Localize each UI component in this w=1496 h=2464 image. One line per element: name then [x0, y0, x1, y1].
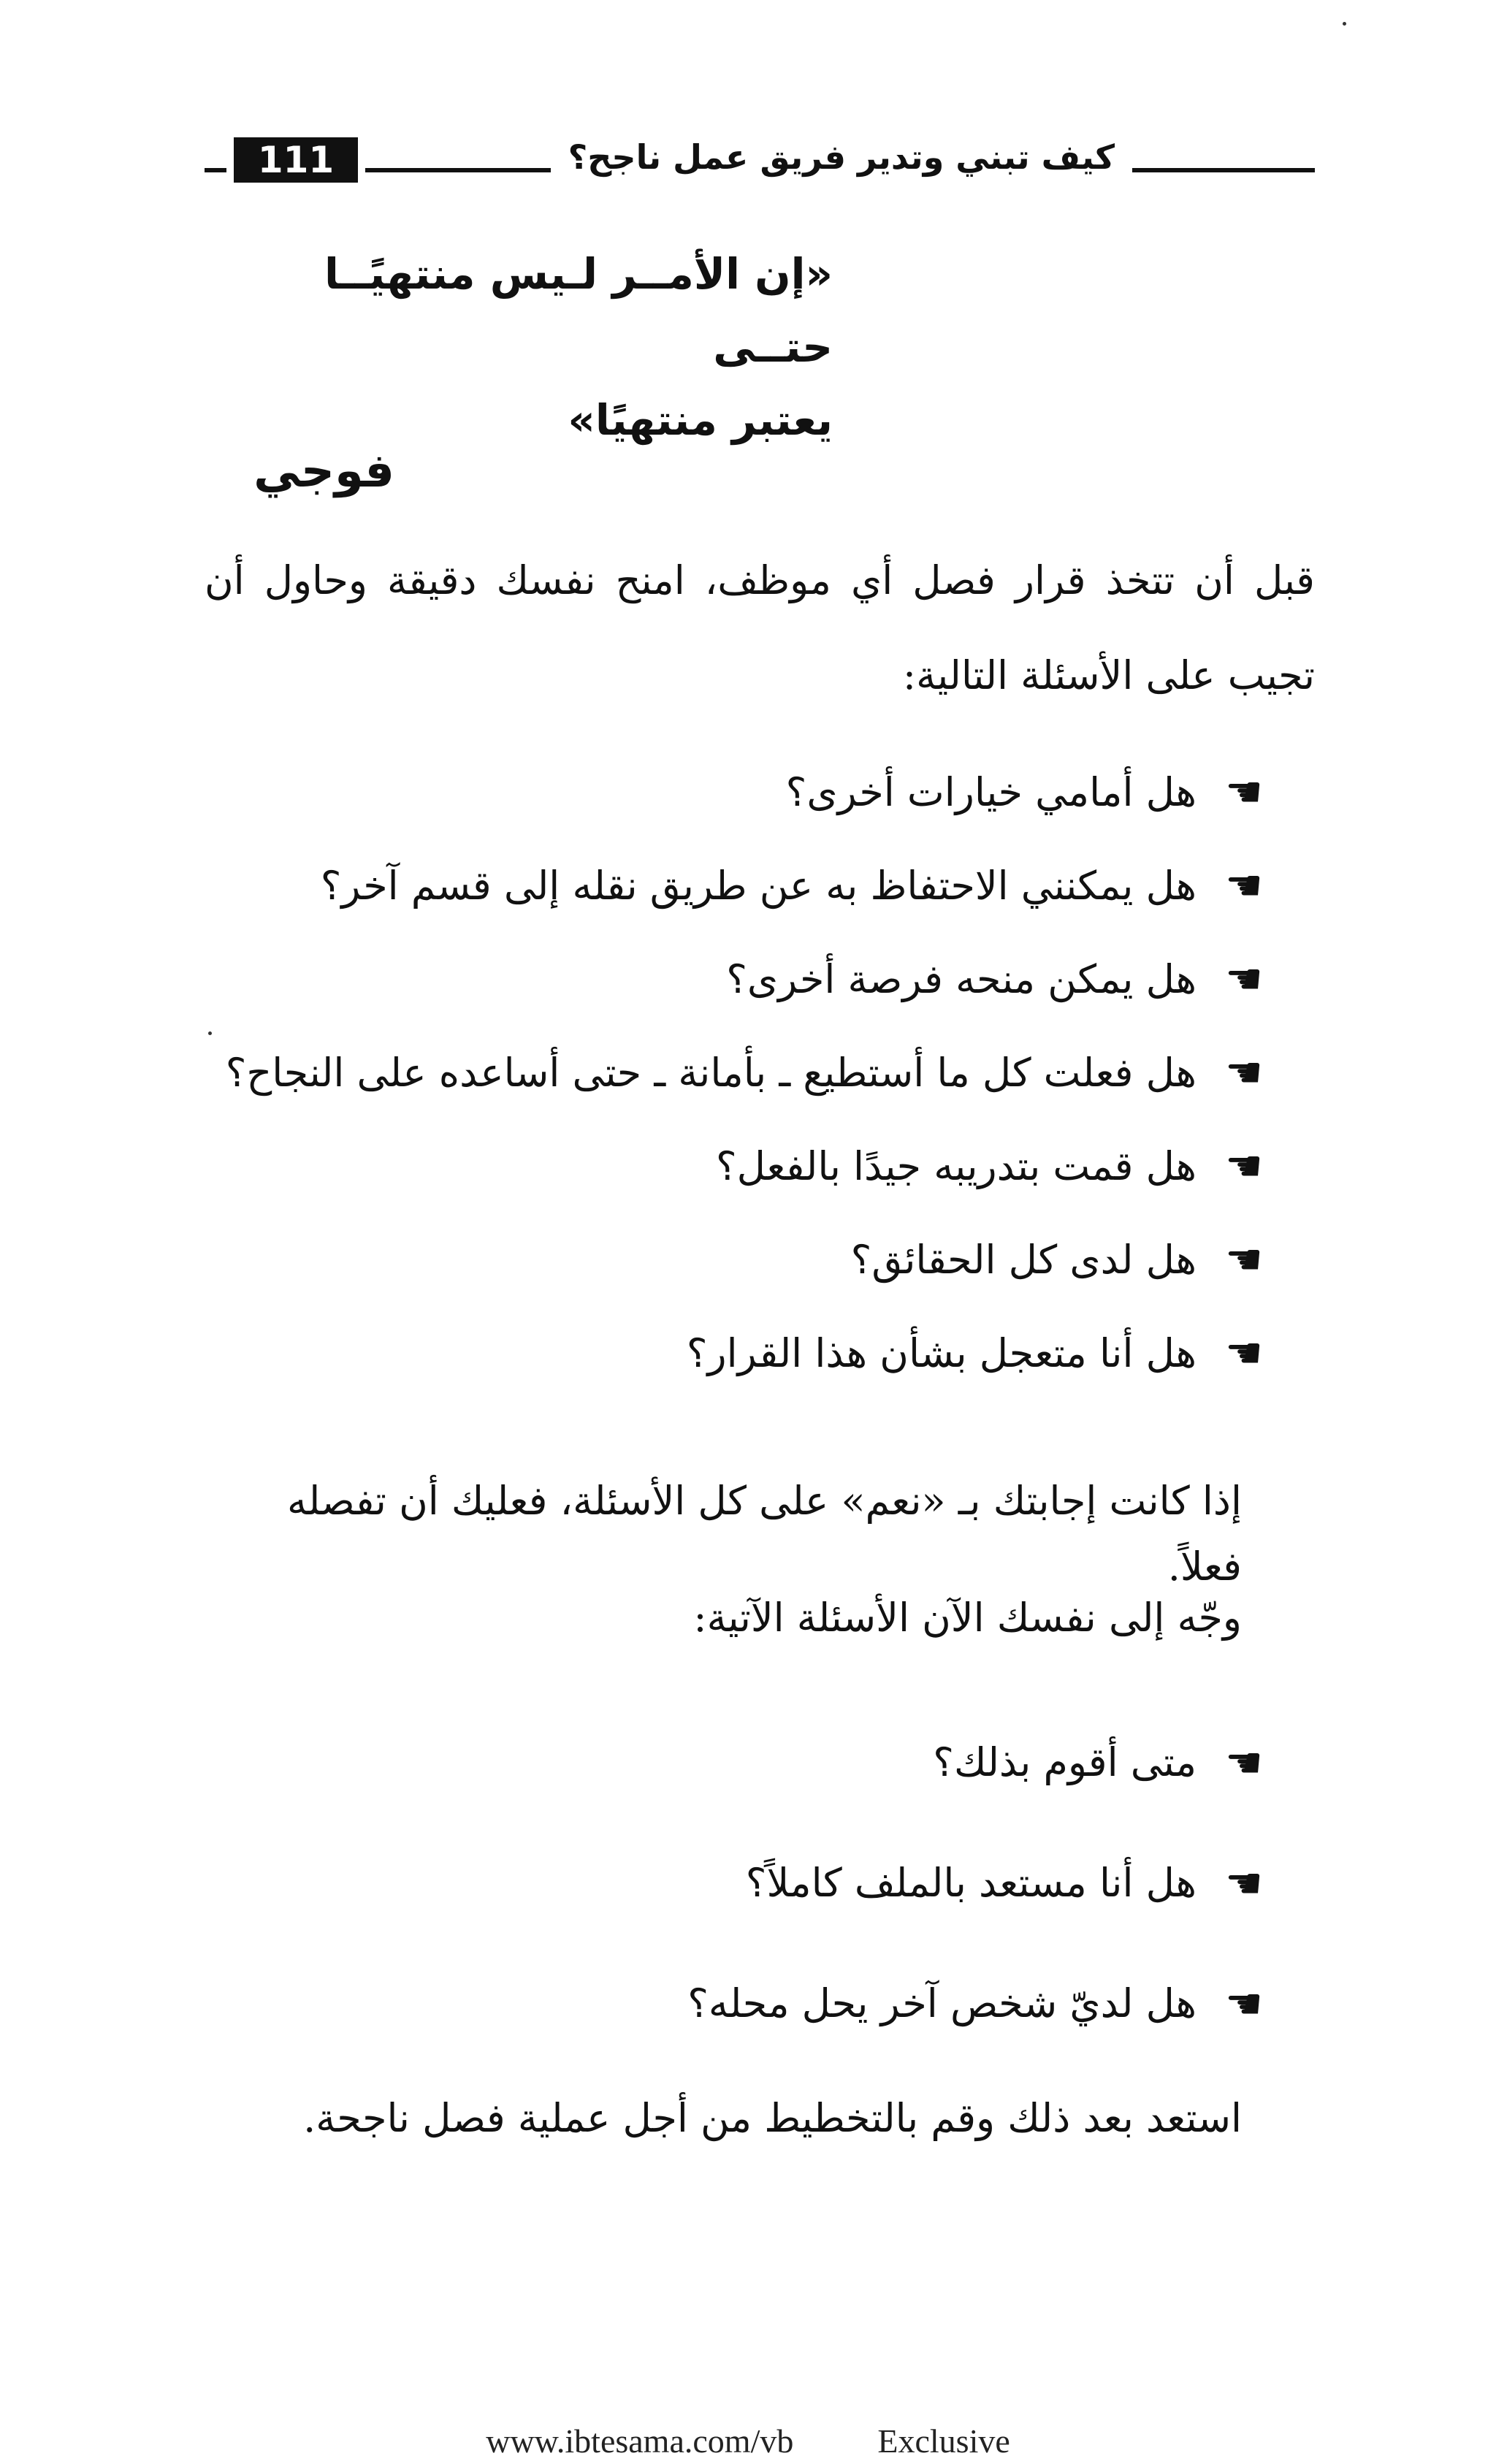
quote-line-2: يعتبر منتهيًا» — [568, 395, 833, 445]
question-list-second — [225, 1702, 1277, 2064]
scan-speck — [208, 1031, 212, 1035]
intro-paragraph: قبل أن تتخذ قرار فصل أي موظف، امنح نفسك دقيقة وحاول أن تجيب على الأسئلة التالية: — [205, 557, 1315, 698]
hand-pointing-icon: ☚ — [1225, 1978, 1263, 2029]
list-item: ☚ هل أنا متعجل بشأن هذا القرار؟ — [225, 1306, 1277, 1400]
list-item: ☚ هل يمكن منحه فرصة أخرى؟ — [225, 932, 1277, 1026]
list-item: ☚ هل أمامي خيارات أخرى؟ — [225, 745, 1277, 839]
hand-pointing-icon: ☚ — [1225, 1328, 1263, 1378]
section-heading: فوجي — [253, 444, 394, 498]
list-item: ☚ هل فعلت كل ما أستطيع ـ بأمانة ـ حتى أساعده على النجاح؟ — [225, 1026, 1277, 1119]
list-item: ☚ هل قمت بتدريبه جيدًا بالفعل؟ — [225, 1119, 1277, 1213]
hand-pointing-icon: ☚ — [1225, 954, 1263, 1004]
list-item: ☚ هل لدى كل الحقائق؟ — [225, 1213, 1277, 1306]
scan-speck — [1343, 22, 1346, 26]
running-header — [205, 117, 1315, 183]
final-paragraph: استعد بعد ذلك وقم بالتخطيط من أجل عملية فصل ناجحة. — [303, 2095, 1242, 2141]
hand-pointing-icon: ☚ — [1225, 1737, 1263, 1788]
quote-block — [205, 237, 833, 457]
hand-pointing-icon: ☚ — [1225, 1858, 1263, 1908]
running-title: كيف تبني وتدير فريق عمل ناجح؟ — [551, 131, 1132, 183]
list-item: ☚ متى أقوم بذلك؟ — [225, 1702, 1277, 1823]
page-number: 111 — [234, 137, 358, 183]
footer-site: www.ibtesama.com/vb — [486, 2422, 794, 2460]
question-list-first — [225, 745, 1277, 1400]
list-item: ☚ هل أنا مستعد بالملف كاملاً؟ — [225, 1823, 1277, 1943]
hand-pointing-icon: ☚ — [1225, 1048, 1263, 1097]
list-item: ☚ هل لديّ شخص آخر يحل محله؟ — [225, 1943, 1277, 2064]
hand-pointing-icon: ☚ — [1225, 861, 1263, 910]
footer-label: Exclusive — [877, 2422, 1010, 2460]
hand-pointing-icon: ☚ — [1225, 767, 1263, 817]
quote-line-1: «إن الأمــر لـيس منتهيًــا حتــى — [324, 249, 833, 372]
footer — [0, 2422, 1496, 2460]
hand-pointing-icon: ☚ — [1225, 1141, 1263, 1191]
next-questions-paragraph: وجّه إلى نفسك الآن الأسئلة الآتية: — [693, 1595, 1242, 1641]
hand-pointing-icon: ☚ — [1225, 1235, 1263, 1284]
conclusion-paragraph: إذا كانت إجابتك بـ «نعم» على كل الأسئلة، فعليك أن تفصله فعلاً. — [286, 1478, 1242, 1590]
list-item: ☚ هل يمكنني الاحتفاظ به عن طريق نقله إلى قسم آخر؟ — [225, 839, 1277, 932]
